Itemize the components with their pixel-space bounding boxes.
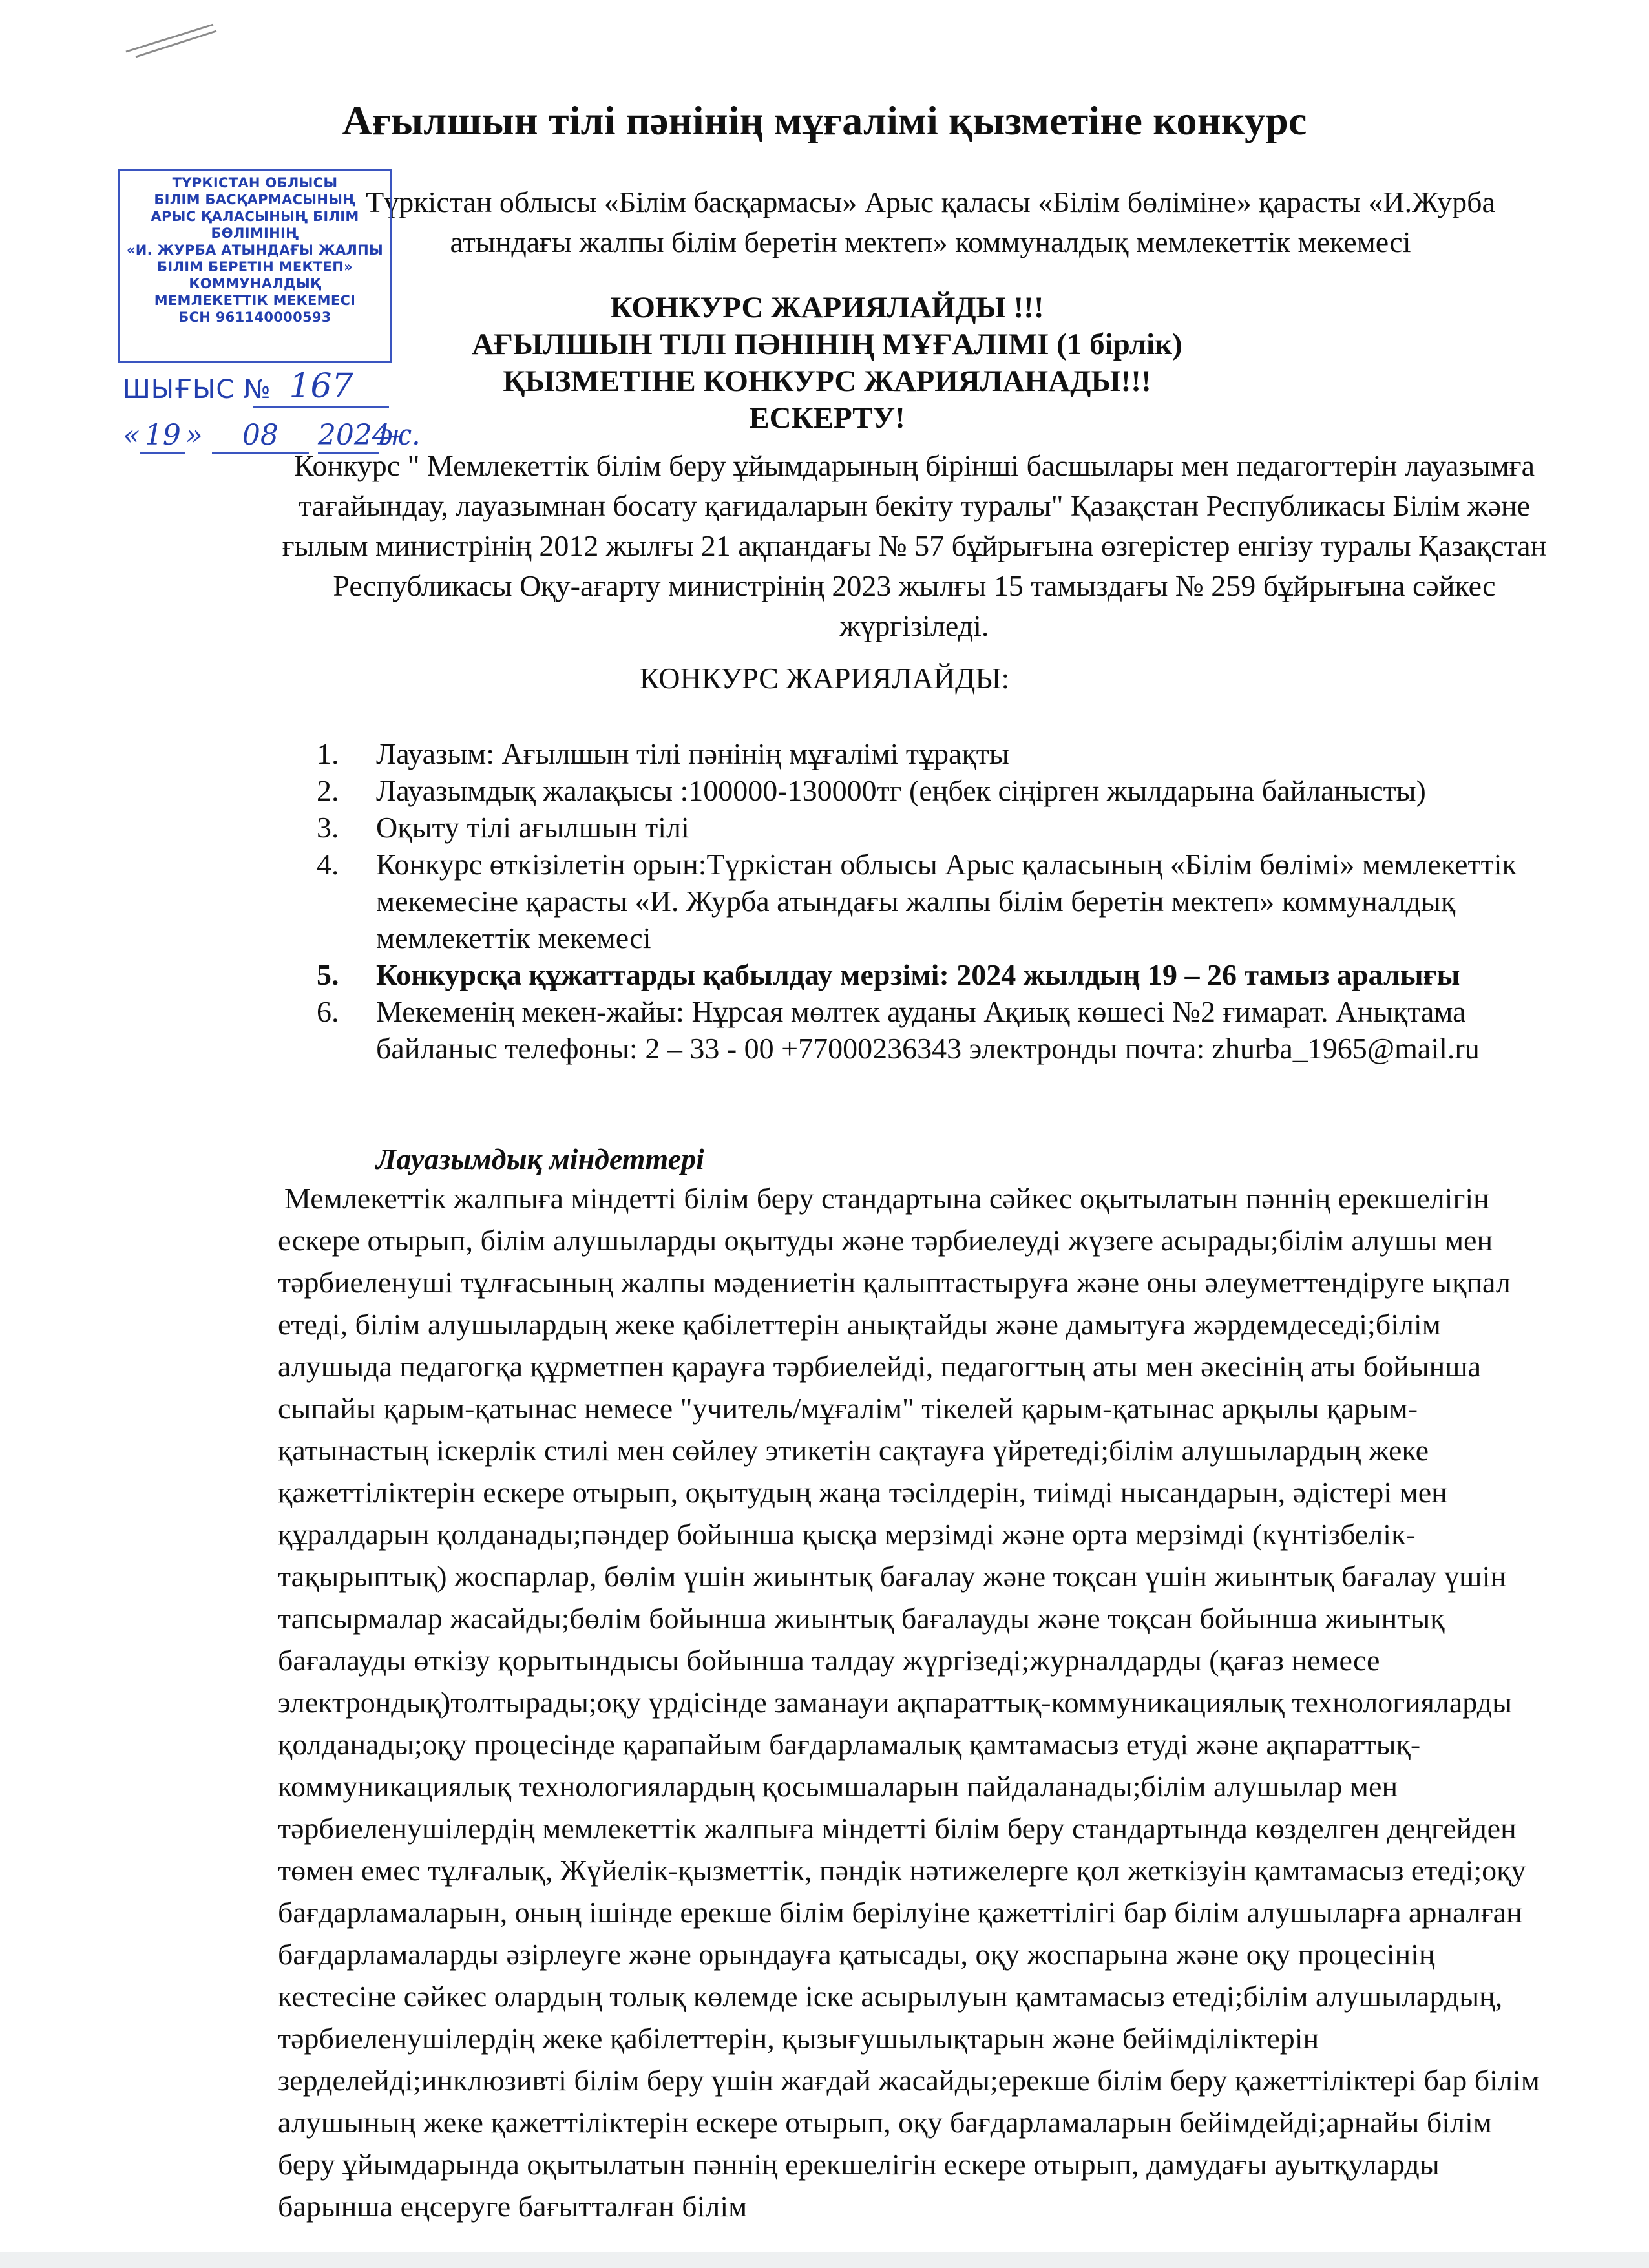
- list-item-text: Лауазым: Ағылшын тілі пәнінің мұғалімі тұрақты: [376, 737, 1009, 770]
- announcement-block: [271, 289, 1383, 437]
- stamp-line: БІЛІМ БАСҚАРМАСЫНЫҢ: [154, 192, 356, 207]
- list-item-deadline: [317, 956, 1544, 993]
- list-item-text: Оқыту тілі ағылшын тілі: [376, 811, 689, 844]
- list-item-text: Конкурсқа құжаттарды қабылдау мерзімі: 2024 жылдың 19 – 26 тамыз аралығы: [376, 958, 1460, 991]
- list-item-number: 1.: [317, 737, 339, 770]
- stamp-line: «И. ЖУРБА АТЫНДАҒЫ ЖАЛПЫ: [126, 242, 384, 258]
- stamp-text: [118, 174, 392, 326]
- stamp-line: МЕМЛЕКЕТТІК МЕКЕМЕСІ: [154, 293, 356, 308]
- announcement-line-4: ЕСКЕРТУ!: [749, 401, 905, 435]
- stamp-date-suffix: ж.: [379, 419, 421, 452]
- stamp-number-label: ШЫҒЫС №: [123, 375, 271, 404]
- stamp-line: БІЛІМ БЕРЕТІН МЕКТЕП»: [157, 259, 353, 275]
- duties-heading: Лауазымдық міндеттері: [376, 1142, 704, 1175]
- list-item: [317, 809, 1544, 846]
- competition-details-list: [317, 735, 1544, 1067]
- list-item-text: Конкурс өткізілетін орын:Түркістан облысы Арыс қаласының «Білім бөлімі» мемлекеттік мекемесіне қарасты «И. Журба атындағы жалпы білім беретін мектеп» коммуналдық мемлекеттік мекемесі: [376, 848, 1517, 954]
- list-item-text: Лауазымдық жалақысы :100000-130000тг (еңбек сіңірген жылдарына байланысты): [376, 774, 1426, 807]
- list-item-number: 5.: [317, 958, 339, 991]
- scan-edge-strip: [0, 2252, 1649, 2268]
- page-title: Ағылшын тілі пәнінің мұғалімі қызметіне конкурс: [342, 98, 1307, 143]
- list-item: [317, 735, 1544, 772]
- list-item-number: 6.: [317, 995, 339, 1028]
- stamp-date-month: 08: [212, 419, 309, 454]
- list-item-number: 3.: [317, 811, 339, 844]
- list-item: [317, 846, 1544, 956]
- pen-scribble-mark: [123, 19, 220, 65]
- stamp-date-year: 2024: [318, 419, 379, 454]
- announcement-line-2: АҒЫЛШЫН ТІЛІ ПӘНІНІҢ МҰҒАЛІМІ (1 бірлік): [472, 328, 1182, 361]
- announcement-line-1: КОНКУРС ЖАРИЯЛАЙДЫ !!!: [610, 291, 1044, 324]
- announcement-line-3: ҚЫЗМЕТІНЕ КОНКУРС ЖАРИЯЛАНАДЫ!!!: [503, 364, 1151, 398]
- stamp-date-close-quote: »: [185, 419, 203, 452]
- legal-basis-note: Конкурс " Мемлекеттік білім беру ұйымдарының бірінші басшылары мен педагогтерін лауазымға тағайындау, лауазымнан босату қағидаларын бекіту туралы" Қазақстан Республикасы Білім және ғылым министрінің 2012 жылғы 21 ақпандағы № 57 бұйрығына өзгерістер енгізу туралы Қазақстан Республикасы Оқу-ағарту министрінің 2023 жылғы 15 тамыздағы № 259 бұйрығына сәйкес жүргізіледі.: [282, 449, 1547, 642]
- duties-paragraph: Мемлекеттік жалпыға міндетті білім беру стандартына сәйкес оқытылатын пәннің ерекшелігін ескере отырып, білім алушыларды оқытуды және тәрбиелеуді жүзеге асырады;білім алушы мен тәрбиеленуші тұлғасының жалпы мәдениетін қалыптастыруға және оны әлеуметтендіруге ықпал етеді, білім алушылардың жеке қабілеттерін анықтайды және дамытуға жәрдемдеседі;білім алушыда педагогқа құрметпен қарауға тәрбиелейді, педагогтың аты мен әкесінің аты бойынша сыпайы қарым-қатынас немесе "учитель/мұғалім" тікелей қарым-қатынас арқылы қарым-қатынастың іскерлік стилі мен сөйлеу этикетін сақтауға үйретеді;білім алушылардың жеке қажеттіліктерін ескере отырып, оқытудың жаңа тәсілдерін, тиімді нысандарын, әдістері мен құралдарын қолданады;пәндер бойынша қысқа мерзімді және орта мерзімді (күнтізбелік-тақырыптық) жоспарлар, бөлім үшін жиынтық бағалау және тоқсан үшін жиынтық бағалау үшін тапсырмалар жасайды;бөлім бойынша жиынтық бағалауды және тоқсан бойынша жиынтық бағалауды өткізу қорытындысы бойынша талдау жүргізеді;журналдарды (қағаз немесе электрондық)толтырады;оқу үрдісінде заманауи ақпараттық-коммуникациялық технологияларды қолданады;оқу процесінде қарапайым бағдарламалық қамтамасыз етуді және ақпараттық-коммуникациялық технологиялардың қосымшаларын пайдаланады;білім алушылар мен тәрбиеленушілердің мемлекеттік жалпыға міндетті білім беру стандартында көзделген деңгейден төмен емес тұлғалық, Жүйелік-қызметтік, пәндік нәтижелерге қол жеткізуін қамтамасыз етеді;оқу бағдарламаларын, оның ішінде ерекше білім берілуіне қажеттілігі бар білім алушыларға арналған бағдарламаларды әзірлеуге және орындауға қатысады, оқу жоспарына және оқу процесінің кестесіне сәйкес олардың толық көлемде іске асырылуын қамтамасыз етеді;білім алушылардың, тәрбиеленушілердің жеке қабілеттерін, қызығушылықтарын және бейімділіктерін зерделейді;инклюзивті білім беру үшін жағдай жасайды;ерекше білім беру қажеттіліктері бар білім алушының жеке қажеттіліктерін ескере отырып, оқу бағдарламаларын бейімдейді;арнайы білім беру ұйымдарында оқытылатын пәннің ерекшелігін ескере отырып, дамудағы ауытқуларды барынша еңсеруге бағытталған білім: [278, 1182, 1540, 2223]
- stamp-line: КОММУНАЛДЫҚ: [189, 276, 321, 291]
- stamp-number-value: 167: [253, 367, 389, 408]
- list-item-number: 4.: [317, 848, 339, 881]
- list-item: [317, 772, 1544, 809]
- stamp-line: ТҮРКІСТАН ОБЛЫСЫ: [172, 175, 338, 191]
- list-item-text: Мекеменің мекен-жайы: Нұрсая мөлтек ауданы Ақиық көшесі №2 ғимарат. Анықтама байланыс телефоны: 2 – 33 - 00 +77000236343 электронды почта: zhurba_1965@mail.ru: [376, 995, 1480, 1065]
- stamp-date: [123, 419, 421, 454]
- section-subheading: КОНКУРС ЖАРИЯЛАЙДЫ:: [639, 662, 1010, 695]
- stamp-date-day: 19: [140, 419, 185, 454]
- stamp-line: АРЫС ҚАЛАСЫНЫҢ БІЛІМ БӨЛІМІНІҢ: [151, 209, 359, 241]
- list-item: [317, 993, 1544, 1067]
- list-item-number: 2.: [317, 774, 339, 807]
- organization-intro: Түркістан облысы «Білім басқармасы» Арыс қаласы «Білім бөліміне» қарасты «И.Журба атындағы жалпы білім беретін мектеп» коммуналдық мемлекеттік мекемесі: [366, 185, 1495, 258]
- stamp-line: БСН 961140000593: [178, 310, 331, 325]
- stamp-date-open-quote: «: [123, 419, 140, 452]
- outgoing-registration-stamp: [118, 169, 421, 454]
